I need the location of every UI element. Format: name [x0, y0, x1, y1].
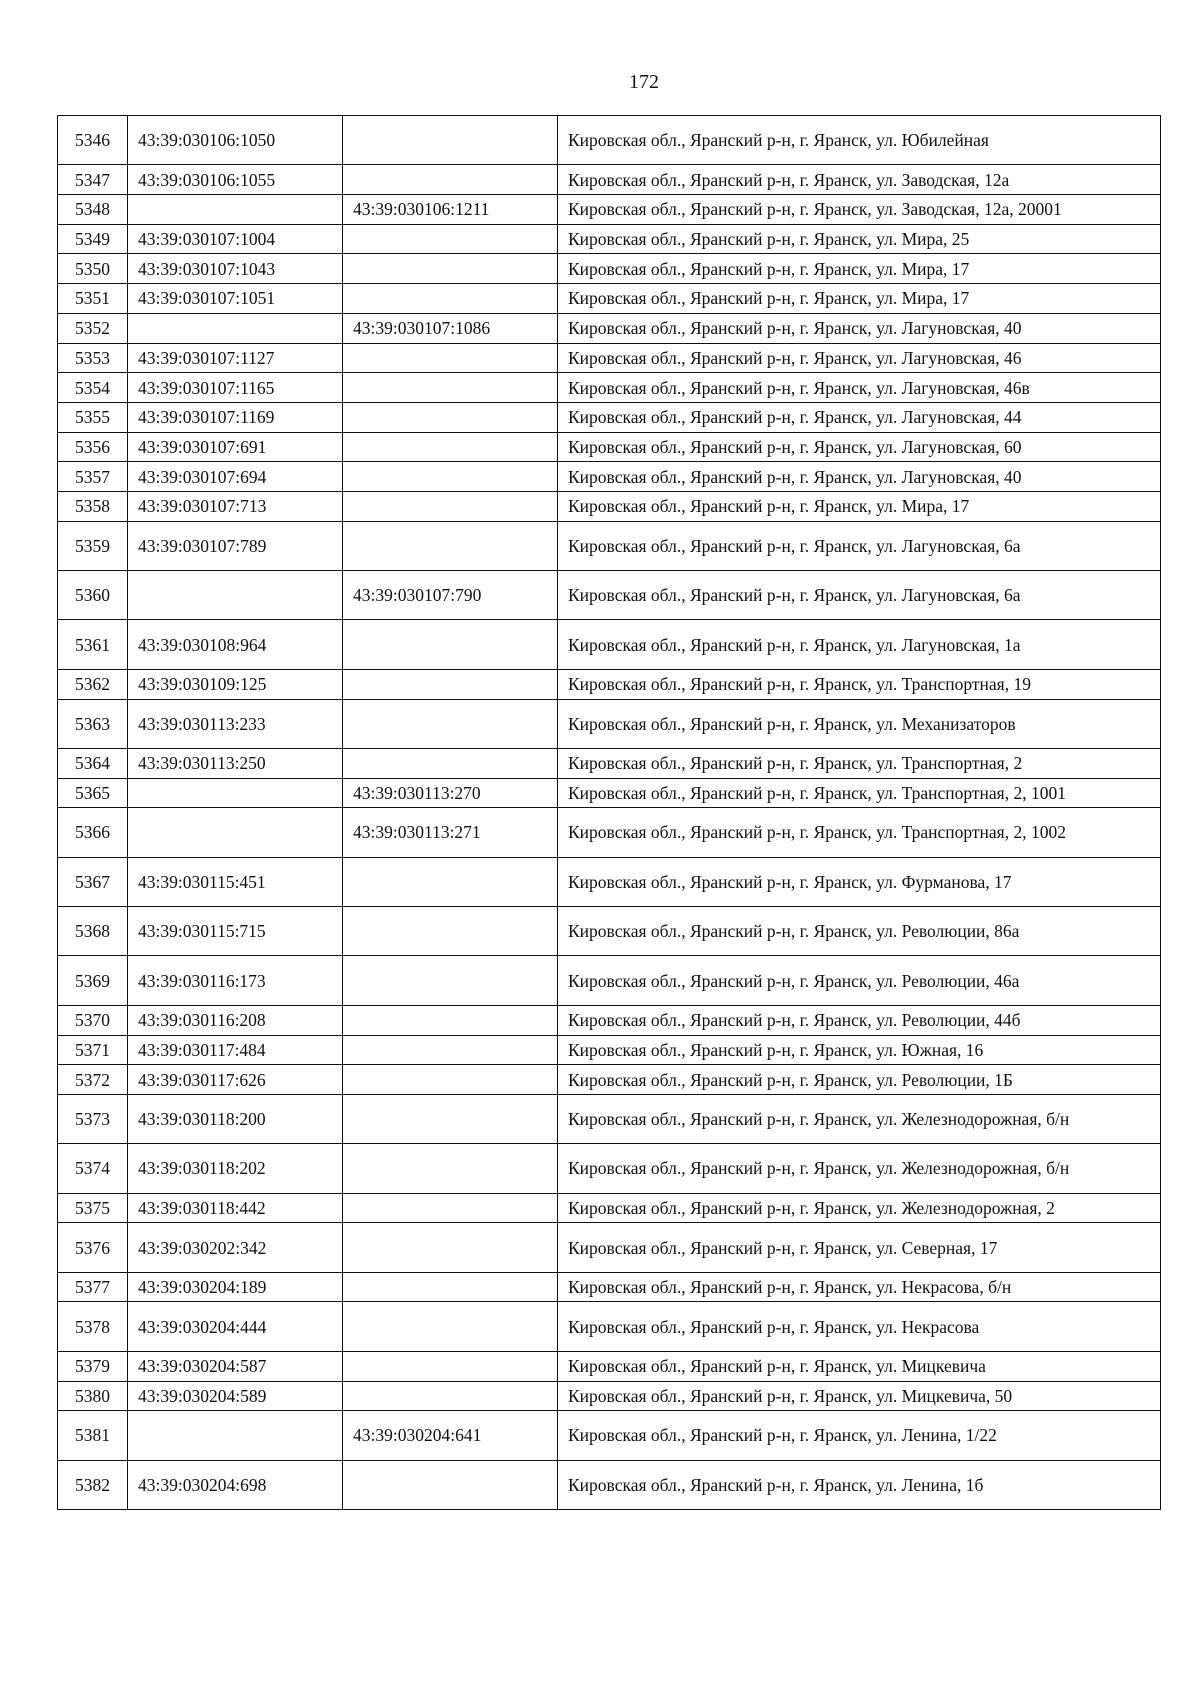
cadastral-number — [128, 571, 343, 620]
cadastral-number: 43:39:030115:715 — [128, 907, 343, 956]
cadastral-number-secondary — [343, 343, 558, 373]
row-number: 5359 — [58, 521, 128, 570]
cadastral-number — [128, 778, 343, 808]
table-row — [58, 1381, 1161, 1411]
table-row — [58, 195, 1161, 225]
cadastral-number-secondary — [343, 116, 558, 165]
cadastral-number: 43:39:030107:1051 — [128, 284, 343, 314]
cadastral-number — [128, 313, 343, 343]
address: Кировская обл., Яранский р-н, г. Яранск, ул. Некрасова — [558, 1302, 1161, 1351]
table-row — [58, 1411, 1161, 1460]
cadastral-number-secondary — [343, 907, 558, 956]
table-row — [58, 1094, 1161, 1143]
table-row — [58, 1144, 1161, 1193]
registry-body — [58, 116, 1161, 1510]
cadastral-number-secondary — [343, 284, 558, 314]
table-row — [58, 956, 1161, 1005]
table-row — [58, 165, 1161, 195]
row-number: 5371 — [58, 1035, 128, 1065]
address: Кировская обл., Яранский р-н, г. Яранск, ул. Мира, 17 — [558, 254, 1161, 284]
row-number: 5368 — [58, 907, 128, 956]
address: Кировская обл., Яранский р-н, г. Яранск, ул. Лагуновская, 46в — [558, 373, 1161, 403]
table-row — [58, 1460, 1161, 1509]
cadastral-number-secondary — [343, 1065, 558, 1095]
cadastral-number: 43:39:030118:200 — [128, 1094, 343, 1143]
table-row — [58, 1065, 1161, 1095]
table-row — [58, 462, 1161, 492]
row-number: 5347 — [58, 165, 128, 195]
cadastral-number: 43:39:030113:233 — [128, 699, 343, 748]
cadastral-number: 43:39:030108:964 — [128, 620, 343, 669]
row-number: 5376 — [58, 1223, 128, 1272]
table-row — [58, 1223, 1161, 1272]
address: Кировская обл., Яранский р-н, г. Яранск, ул. Мира, 17 — [558, 491, 1161, 521]
address: Кировская обл., Яранский р-н, г. Яранск, ул. Железнодорожная, 2 — [558, 1193, 1161, 1223]
row-number: 5367 — [58, 857, 128, 906]
cadastral-number-secondary: 43:39:030113:270 — [343, 778, 558, 808]
row-number: 5354 — [58, 373, 128, 403]
row-number: 5370 — [58, 1005, 128, 1035]
table-row — [58, 432, 1161, 462]
row-number: 5372 — [58, 1065, 128, 1095]
page-number: 172 — [629, 71, 659, 93]
cadastral-number: 43:39:030106:1055 — [128, 165, 343, 195]
row-number: 5379 — [58, 1351, 128, 1381]
cadastral-number-secondary — [343, 254, 558, 284]
row-number: 5349 — [58, 224, 128, 254]
row-number: 5355 — [58, 402, 128, 432]
cadastral-number: 43:39:030115:451 — [128, 857, 343, 906]
cadastral-number-secondary — [343, 1351, 558, 1381]
cadastral-number-secondary — [343, 402, 558, 432]
cadastral-number-secondary: 43:39:030113:271 — [343, 808, 558, 857]
cadastral-number: 43:39:030118:442 — [128, 1193, 343, 1223]
address: Кировская обл., Яранский р-н, г. Яранск, ул. Революции, 1Б — [558, 1065, 1161, 1095]
address: Кировская обл., Яранский р-н, г. Яранск, ул. Лагуновская, 60 — [558, 432, 1161, 462]
address: Кировская обл., Яранский р-н, г. Яранск, ул. Транспортная, 2 — [558, 748, 1161, 778]
cadastral-number-secondary — [343, 521, 558, 570]
address: Кировская обл., Яранский р-н, г. Яранск, ул. Железнодорожная, б/н — [558, 1094, 1161, 1143]
row-number: 5361 — [58, 620, 128, 669]
row-number: 5353 — [58, 343, 128, 373]
table-row — [58, 1351, 1161, 1381]
address: Кировская обл., Яранский р-н, г. Яранск, ул. Железнодорожная, б/н — [558, 1144, 1161, 1193]
cadastral-number-secondary — [343, 748, 558, 778]
cadastral-number: 43:39:030109:125 — [128, 669, 343, 699]
address: Кировская обл., Яранский р-н, г. Яранск, ул. Южная, 16 — [558, 1035, 1161, 1065]
cadastral-number-secondary — [343, 491, 558, 521]
table-row — [58, 1035, 1161, 1065]
table-row — [58, 373, 1161, 403]
cadastral-number: 43:39:030107:1165 — [128, 373, 343, 403]
cadastral-number: 43:39:030117:626 — [128, 1065, 343, 1095]
address: Кировская обл., Яранский р-н, г. Яранск, ул. Юбилейная — [558, 116, 1161, 165]
table-row — [58, 254, 1161, 284]
table-row — [58, 491, 1161, 521]
row-number: 5348 — [58, 195, 128, 225]
table-row — [58, 224, 1161, 254]
table-row — [58, 857, 1161, 906]
cadastral-number: 43:39:030117:484 — [128, 1035, 343, 1065]
row-number: 5374 — [58, 1144, 128, 1193]
cadastral-number: 43:39:030106:1050 — [128, 116, 343, 165]
address: Кировская обл., Яранский р-н, г. Яранск, ул. Мицкевича — [558, 1351, 1161, 1381]
cadastral-number: 43:39:030204:589 — [128, 1381, 343, 1411]
cadastral-number-secondary — [343, 1460, 558, 1509]
address: Кировская обл., Яранский р-н, г. Яранск, ул. Транспортная, 2, 1001 — [558, 778, 1161, 808]
address: Кировская обл., Яранский р-н, г. Яранск, ул. Лагуновская, 44 — [558, 402, 1161, 432]
row-number: 5357 — [58, 462, 128, 492]
row-number: 5377 — [58, 1272, 128, 1302]
row-number: 5362 — [58, 669, 128, 699]
address: Кировская обл., Яранский р-н, г. Яранск, ул. Революции, 46а — [558, 956, 1161, 1005]
cadastral-number-secondary — [343, 1094, 558, 1143]
cadastral-number-secondary — [343, 1144, 558, 1193]
cadastral-number-secondary — [343, 857, 558, 906]
address: Кировская обл., Яранский р-н, г. Яранск, ул. Мира, 17 — [558, 284, 1161, 314]
table-row — [58, 748, 1161, 778]
cadastral-number-secondary — [343, 1302, 558, 1351]
row-number: 5378 — [58, 1302, 128, 1351]
cadastral-number: 43:39:030107:691 — [128, 432, 343, 462]
row-number: 5366 — [58, 808, 128, 857]
address: Кировская обл., Яранский р-н, г. Яранск, ул. Мицкевича, 50 — [558, 1381, 1161, 1411]
table-row — [58, 699, 1161, 748]
address: Кировская обл., Яранский р-н, г. Яранск, ул. Ленина, 1б — [558, 1460, 1161, 1509]
cadastral-number-secondary — [343, 1035, 558, 1065]
address: Кировская обл., Яранский р-н, г. Яранск, ул. Механизаторов — [558, 699, 1161, 748]
address: Кировская обл., Яранский р-н, г. Яранск, ул. Транспортная, 2, 1002 — [558, 808, 1161, 857]
cadastral-number — [128, 195, 343, 225]
cadastral-number-secondary: 43:39:030107:1086 — [343, 313, 558, 343]
table-row — [58, 402, 1161, 432]
address: Кировская обл., Яранский р-н, г. Яранск, ул. Мира, 25 — [558, 224, 1161, 254]
cadastral-number-secondary — [343, 432, 558, 462]
table-row — [58, 1005, 1161, 1035]
table-row — [58, 907, 1161, 956]
address: Кировская обл., Яранский р-н, г. Яранск, ул. Революции, 44б — [558, 1005, 1161, 1035]
cadastral-number: 43:39:030107:789 — [128, 521, 343, 570]
cadastral-number: 43:39:030116:173 — [128, 956, 343, 1005]
address: Кировская обл., Яранский р-н, г. Яранск, ул. Некрасова, б/н — [558, 1272, 1161, 1302]
cadastral-number — [128, 1411, 343, 1460]
cadastral-number-secondary: 43:39:030204:641 — [343, 1411, 558, 1460]
cadastral-number: 43:39:030107:713 — [128, 491, 343, 521]
cadastral-number: 43:39:030113:250 — [128, 748, 343, 778]
cadastral-number: 43:39:030107:1169 — [128, 402, 343, 432]
row-number: 5375 — [58, 1193, 128, 1223]
table-row — [58, 116, 1161, 165]
cadastral-number-secondary: 43:39:030106:1211 — [343, 195, 558, 225]
table-row — [58, 669, 1161, 699]
cadastral-number-secondary — [343, 462, 558, 492]
table-row — [58, 343, 1161, 373]
cadastral-number: 43:39:030107:1043 — [128, 254, 343, 284]
cadastral-number: 43:39:030204:444 — [128, 1302, 343, 1351]
cadastral-number: 43:39:030204:587 — [128, 1351, 343, 1381]
table-row — [58, 1193, 1161, 1223]
cadastral-number: 43:39:030116:208 — [128, 1005, 343, 1035]
cadastral-number — [128, 808, 343, 857]
row-number: 5351 — [58, 284, 128, 314]
cadastral-number: 43:39:030107:1004 — [128, 224, 343, 254]
address: Кировская обл., Яранский р-н, г. Яранск, ул. Лагуновская, 6а — [558, 571, 1161, 620]
cadastral-number-secondary — [343, 1223, 558, 1272]
row-number: 5364 — [58, 748, 128, 778]
cadastral-number-secondary — [343, 669, 558, 699]
row-number: 5382 — [58, 1460, 128, 1509]
address: Кировская обл., Яранский р-н, г. Яранск, ул. Транспортная, 19 — [558, 669, 1161, 699]
table-row — [58, 1272, 1161, 1302]
cadastral-number-secondary — [343, 165, 558, 195]
row-number: 5369 — [58, 956, 128, 1005]
row-number: 5373 — [58, 1094, 128, 1143]
cadastral-number-secondary — [343, 373, 558, 403]
address: Кировская обл., Яранский р-н, г. Яранск, ул. Северная, 17 — [558, 1223, 1161, 1272]
cadastral-number-secondary — [343, 699, 558, 748]
cadastral-number-secondary — [343, 1381, 558, 1411]
cadastral-number-secondary — [343, 956, 558, 1005]
row-number: 5363 — [58, 699, 128, 748]
address: Кировская обл., Яранский р-н, г. Яранск, ул. Фурманова, 17 — [558, 857, 1161, 906]
cadastral-number-secondary — [343, 1272, 558, 1302]
cadastral-number: 43:39:030204:189 — [128, 1272, 343, 1302]
row-number: 5350 — [58, 254, 128, 284]
address: Кировская обл., Яранский р-н, г. Яранск, ул. Лагуновская, 46 — [558, 343, 1161, 373]
cadastral-number-secondary — [343, 620, 558, 669]
row-number: 5346 — [58, 116, 128, 165]
row-number: 5381 — [58, 1411, 128, 1460]
table-row — [58, 808, 1161, 857]
table-row — [58, 313, 1161, 343]
row-number: 5356 — [58, 432, 128, 462]
address: Кировская обл., Яранский р-н, г. Яранск, ул. Лагуновская, 40 — [558, 313, 1161, 343]
cadastral-number: 43:39:030202:342 — [128, 1223, 343, 1272]
cadastral-number-secondary — [343, 1193, 558, 1223]
table-row — [58, 284, 1161, 314]
address: Кировская обл., Яранский р-н, г. Яранск, ул. Ленина, 1/22 — [558, 1411, 1161, 1460]
address: Кировская обл., Яранский р-н, г. Яранск, ул. Революции, 86а — [558, 907, 1161, 956]
cadastral-number: 43:39:030204:698 — [128, 1460, 343, 1509]
cadastral-number: 43:39:030118:202 — [128, 1144, 343, 1193]
table-row — [58, 778, 1161, 808]
registry-table — [57, 115, 1161, 1510]
address: Кировская обл., Яранский р-н, г. Яранск, ул. Лагуновская, 40 — [558, 462, 1161, 492]
row-number: 5365 — [58, 778, 128, 808]
address: Кировская обл., Яранский р-н, г. Яранск, ул. Заводская, 12а, 20001 — [558, 195, 1161, 225]
table-row — [58, 571, 1161, 620]
row-number: 5352 — [58, 313, 128, 343]
address: Кировская обл., Яранский р-н, г. Яранск, ул. Заводская, 12а — [558, 165, 1161, 195]
row-number: 5358 — [58, 491, 128, 521]
cadastral-number: 43:39:030107:694 — [128, 462, 343, 492]
cadastral-number-secondary: 43:39:030107:790 — [343, 571, 558, 620]
cadastral-number: 43:39:030107:1127 — [128, 343, 343, 373]
table-row — [58, 521, 1161, 570]
cadastral-number-secondary — [343, 224, 558, 254]
table-row — [58, 620, 1161, 669]
table-row — [58, 1302, 1161, 1351]
row-number: 5380 — [58, 1381, 128, 1411]
address: Кировская обл., Яранский р-н, г. Яранск, ул. Лагуновская, 6а — [558, 521, 1161, 570]
address: Кировская обл., Яранский р-н, г. Яранск, ул. Лагуновская, 1а — [558, 620, 1161, 669]
row-number: 5360 — [58, 571, 128, 620]
cadastral-number-secondary — [343, 1005, 558, 1035]
